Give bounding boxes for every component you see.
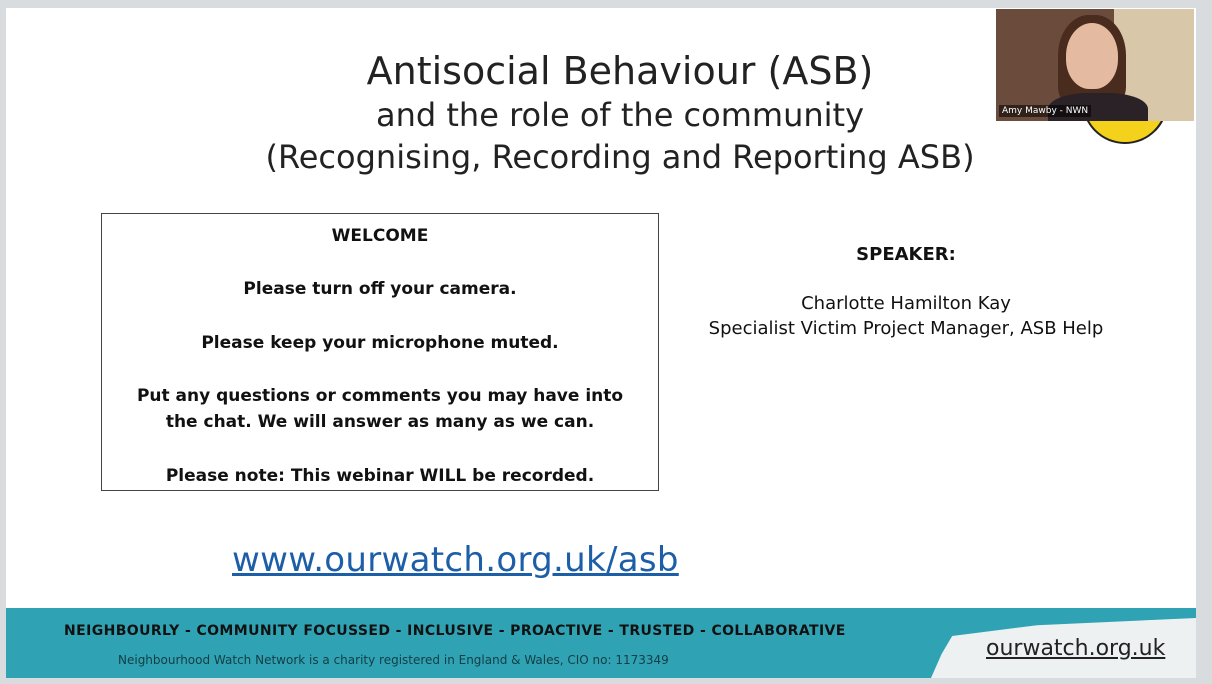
speaker-info xyxy=(686,244,1126,339)
welcome-questions-note-1: Put any questions or comments you may have into xyxy=(136,386,624,406)
participant-face xyxy=(1066,23,1118,89)
slide-subtitle-line2: (Recognising, Recording and Reporting ASB) xyxy=(265,138,975,176)
welcome-camera-note: Please turn off your camera. xyxy=(243,279,517,299)
speaker-role: Specialist Victim Project Manager, ASB Help xyxy=(708,318,1104,339)
footer-values-text: NEIGHBOURLY - COMMUNITY FOCUSSED - INCLUSIVE - PROACTIVE - TRUSTED - COLLABORATIVE xyxy=(64,623,846,639)
slide-subtitle-line1: and the role of the community xyxy=(376,96,864,134)
welcome-heading: WELCOME xyxy=(331,226,429,246)
welcome-microphone-note: Please keep your microphone muted. xyxy=(201,333,559,353)
slide-footer xyxy=(6,608,1196,678)
participant-video-tile[interactable] xyxy=(996,9,1194,121)
welcome-recording-note: Please note: This webinar WILL be recorded. xyxy=(165,466,595,486)
footer-website-link[interactable]: ourwatch.org.uk xyxy=(986,636,1166,661)
speaker-name: Charlotte Hamilton Kay xyxy=(801,293,1011,314)
speaker-label: SPEAKER: xyxy=(856,244,956,265)
asb-link[interactable]: www.ourwatch.org.uk/asb xyxy=(232,540,679,580)
welcome-box xyxy=(101,213,659,491)
slide-title: Antisocial Behaviour (ASB) xyxy=(366,49,874,93)
welcome-questions-note-2: the chat. We will answer as many as we can. xyxy=(165,412,595,432)
participant-name-label: Amy Mawby - NWN xyxy=(999,105,1091,117)
footer-charity-text: Neighbourhood Watch Network is a charity registered in England & Wales, CIO no: 1173349 xyxy=(118,653,669,667)
